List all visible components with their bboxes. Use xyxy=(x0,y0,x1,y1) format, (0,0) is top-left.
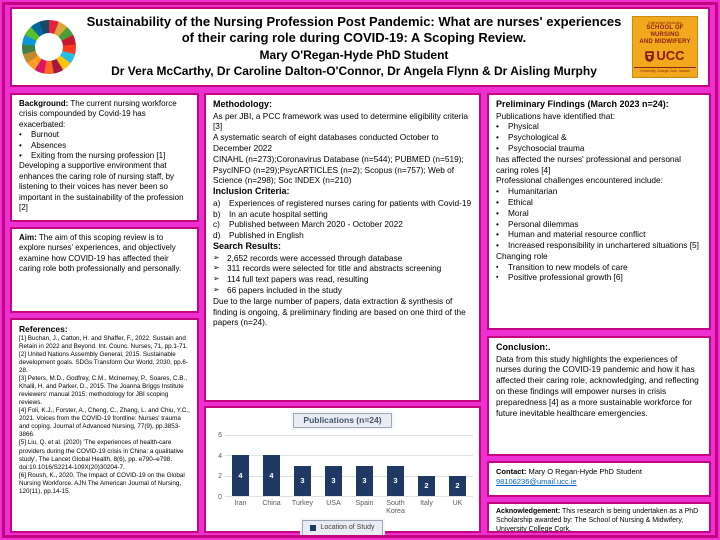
ucc-logo-footer: University College Cork, Ireland xyxy=(634,67,696,73)
list-item xyxy=(496,240,702,251)
contact-email-link[interactable]: 98106236@umail.ucc.ie xyxy=(496,476,577,486)
contact-section xyxy=(487,461,711,497)
bar-value-label: 3 xyxy=(331,475,336,485)
inclusion-item xyxy=(213,230,472,241)
list-item xyxy=(19,141,190,151)
publications-chart xyxy=(204,406,481,533)
bar-value-label: 4 xyxy=(269,470,274,480)
reference-item: [3] Peters, M.D., Godfrey, C.M., McInerney, P., Soares, C.B., Khalil, H. and Parker, D., 2015. The Joanna Briggs Institute reviewers' manual 2015: methodology for JBI scoping reviews. xyxy=(19,375,187,407)
conclusion-text: Data from this study highlights the experiences of nurses during the COVID-19 pandemic and how it has affected their caring role, acknowledging, and reflecting on these findings will empower nurses in crisis preparedness [4] as a more sustainable workforce for future inevitable healthcare emergencies. xyxy=(496,353,699,418)
findings-bullet: Psychological & xyxy=(508,132,567,143)
reference-item: [1] Buchan, J., Catton, H. and Shaffer, F., 2022. Sustain and Retain in 2022 and Beyond. Int. Counc. Nurses, 71, pp.1-71. xyxy=(19,334,188,350)
methodology-outro: Due to the large number of papers, data extraction & synthesis of finding is ongoing, & preliminary finding are based on one third of the papers (n=24). xyxy=(213,295,466,328)
chart-category-label: China xyxy=(262,500,281,508)
title-box xyxy=(10,7,710,87)
references-section xyxy=(10,318,199,533)
search-result-item xyxy=(213,274,472,285)
list-letter: d) xyxy=(213,230,221,241)
list-item xyxy=(496,121,702,132)
methodology-section xyxy=(204,93,481,402)
list-item xyxy=(19,130,190,140)
findings-sub3: Changing role xyxy=(496,250,548,261)
bullet-icon: • xyxy=(496,229,499,240)
findings-sub2: Professional challenges encountered include: xyxy=(496,175,663,186)
chart-category-label: USA xyxy=(326,500,341,508)
search-result-item xyxy=(213,285,472,296)
bullet-icon: • xyxy=(19,130,22,140)
bullet-icon: • xyxy=(496,218,499,229)
chart-legend xyxy=(302,520,382,535)
bar-value-label: 2 xyxy=(424,481,429,490)
list-item xyxy=(496,132,702,143)
bar-value-label: 2 xyxy=(455,481,460,490)
findings-intro: Publications have identified that: xyxy=(496,110,616,121)
background-heading: Background: xyxy=(19,99,69,108)
list-item xyxy=(496,208,702,219)
conclusion-heading: Conclusion:. xyxy=(496,342,551,352)
reference-item: [2] United Nations Assembly General, 2015. Sustainable development goals. SDGs Transform Our World, 2030, pp.6-28. xyxy=(19,350,188,375)
background-intro: The current nursing workforce crisis compounded by Covid-19 has exacerbated: xyxy=(19,99,177,129)
inclusion-text: Published between March 2020 - October 2022 xyxy=(229,219,403,230)
chart-title: Publications (n=24) xyxy=(293,413,391,428)
findings-bullet: Transition to new models of care xyxy=(508,261,628,272)
search-result-item xyxy=(213,253,472,264)
bar-value-label: 3 xyxy=(393,475,398,485)
chart-bar-cell xyxy=(380,435,411,496)
contact-name: Mary O Regan-Hyde PhD Student xyxy=(528,467,642,476)
background-bullet: Burnout xyxy=(31,130,60,140)
bar-value-label: 4 xyxy=(238,470,243,480)
methodology-para: A systematic search of eight databases conducted October to December 2022 xyxy=(213,132,439,154)
chart-bar-italy xyxy=(418,476,435,496)
inclusion-text: Published in English xyxy=(229,230,304,241)
ucc-shield-icon xyxy=(645,51,654,62)
search-result-text: 114 full text papers was read, resulting xyxy=(227,274,369,285)
methodology-para: CINAHL (n=273);Coronavirus Database (n=544); PUBMED (n=519); PsycINFO (n=29);PsycARTICLES (n=2); Scopus (n=757); Web of Science (n=298); Soc INDEX (n=210) xyxy=(213,153,464,186)
preliminary-findings-section xyxy=(487,93,711,330)
chart-bars xyxy=(225,435,473,496)
bullet-icon: • xyxy=(496,196,499,207)
chart-bar-cell xyxy=(318,435,349,496)
bar-value-label: 3 xyxy=(362,475,367,485)
findings-bullet: Human and material resource conflict xyxy=(508,229,646,240)
list-item xyxy=(496,197,702,208)
chart-bar-cell xyxy=(225,435,256,496)
list-item xyxy=(496,143,702,154)
poster-author: Mary O'Regan-Hyde PhD Student xyxy=(259,47,449,62)
inclusion-text: Experiences of registered nurses caring for patients with Covid-19 xyxy=(229,197,472,208)
ucc-logo-acronym: UCC xyxy=(656,47,685,63)
chart-bar-turkey xyxy=(294,466,311,497)
search-result-item xyxy=(213,263,472,274)
reference-item: [6] Roush, K., 2020. The Impact of COVID-19 on the Global Nursing Workforce. AJN The American Journal of Nursing, 120(11), pp.14-15. xyxy=(19,471,185,495)
ucc-logo-school-line2: AND MIDWIFERY xyxy=(639,39,691,46)
y-tick-label: 4 xyxy=(218,452,222,460)
reference-item: [4] Foli, K.J., Forster, A., Cheng, C., Zhang, L. and Chiu, Y.C., 2021. Voices from the COVID-19 frontline: Nurses' trauma and coping. Journal of Advanced Nursing, 77(9), pp.3853-3866. xyxy=(19,407,190,439)
findings-bullet: Increased responsibility in unchartered situations [5] xyxy=(508,240,699,251)
findings-bullet: Physical xyxy=(508,121,539,132)
bullet-icon: • xyxy=(496,121,499,132)
background-bullet: Absences xyxy=(31,140,67,150)
poster-title: Sustainability of the Nursing Profession Post Pandemic: What are nurses' experiences of their caring role during COVID-19: A Scoping Review. xyxy=(86,14,622,46)
findings-heading: Preliminary Findings (March 2023 n=24): xyxy=(496,99,669,109)
contact-heading: Contact: xyxy=(496,467,527,476)
search-result-text: 66 papers included in the study xyxy=(227,285,342,295)
list-item xyxy=(496,229,702,240)
list-item xyxy=(496,262,702,273)
chart-bar-south-korea xyxy=(387,466,404,497)
background-section xyxy=(10,93,199,222)
chart-bar-cell xyxy=(256,435,287,496)
bullet-icon: • xyxy=(19,140,22,150)
methodology-heading: Methodology: xyxy=(213,99,272,109)
inclusion-text: In an acute hospital setting xyxy=(229,208,328,219)
search-results-heading: Search Results: xyxy=(213,240,282,251)
y-tick-label: 2 xyxy=(218,473,222,481)
bullet-icon: • xyxy=(496,132,499,143)
ucc-logo-name: Catherine McAuley xyxy=(648,19,682,25)
bar-value-label: 3 xyxy=(300,475,305,485)
arrow-bullet-icon: ➢ xyxy=(213,263,220,273)
legend-swatch-icon xyxy=(310,525,316,531)
list-item xyxy=(19,151,190,161)
legend-label: Location of Study xyxy=(320,524,375,532)
title-block xyxy=(84,14,624,80)
chart-bar-cell xyxy=(442,435,473,496)
arrow-bullet-icon: ➢ xyxy=(213,274,220,284)
chart-bar-uk xyxy=(449,476,466,496)
findings-bullet: Psychosocial trauma xyxy=(508,143,585,154)
chart-bar-china xyxy=(263,455,280,496)
inclusion-item xyxy=(213,198,472,209)
reference-item: [5] Liu, Q. et al. (2020) 'The experiences of health-care providers during the COVID-19 crisis in China: a qualitative study', The Lancet Global Health, 8(6), pp. e790–e798. doi:10.1016/S2214-109X(20)30204-7. xyxy=(19,439,184,471)
poster-supervisors: Dr Vera McCarthy, Dr Caroline Dalton-O'Connor, Dr Angela Flynn & Dr Aisling Murphy xyxy=(111,64,597,79)
chart-bar-iran xyxy=(232,455,249,496)
list-letter: b) xyxy=(213,208,221,219)
search-result-text: 2,652 records were accessed through database xyxy=(227,252,403,263)
findings-bullet: Moral xyxy=(508,207,529,218)
findings-mid: has affected the nurses' professional and personal caring roles [4] xyxy=(496,153,682,175)
list-item xyxy=(496,186,702,197)
chart-bar-cell xyxy=(287,435,318,496)
inclusion-item xyxy=(213,209,472,220)
background-outro: Developing a supportive environment that enhances the caring role of nursing staff, by listening to their voices has never been so important in the sustainability of the profession [2] xyxy=(19,161,184,212)
list-item xyxy=(496,272,702,283)
arrow-bullet-icon: ➢ xyxy=(213,285,220,294)
sdg-wheel-logo xyxy=(22,20,76,74)
acknowledgement-heading: Acknowledgement: xyxy=(496,508,561,515)
y-tick-label: 6 xyxy=(218,432,222,440)
chart-bar-spain xyxy=(356,466,373,497)
chart-category-label: Spain xyxy=(355,500,374,508)
bullet-icon: • xyxy=(496,186,499,197)
background-bullet: Exiting from the nursing profession [1] xyxy=(31,150,166,160)
bullet-icon: • xyxy=(496,143,499,154)
chart-category-label: UK xyxy=(452,500,463,508)
findings-bullet: Personal dilemmas xyxy=(508,218,579,229)
list-letter: c) xyxy=(213,219,220,230)
aim-section xyxy=(10,227,199,313)
bullet-icon: • xyxy=(496,207,499,218)
chart-category-label: South Korea xyxy=(386,500,405,515)
chart-bar-cell xyxy=(349,435,380,496)
aim-text: The aim of this scoping review is to explore nurses' experiences, and objectively examine how COVID-19 has affected their caring role both professionally and personally. xyxy=(19,233,182,274)
findings-bullet: Ethical xyxy=(508,196,533,207)
y-tick-label: 0 xyxy=(218,494,222,502)
arrow-bullet-icon: ➢ xyxy=(213,252,220,262)
inclusion-item xyxy=(213,219,472,230)
bullet-icon: • xyxy=(19,150,22,160)
chart-category-label: Turkey xyxy=(291,500,314,508)
chart-y-axis xyxy=(212,432,225,502)
references-heading: References: xyxy=(19,324,68,334)
ucc-logo-school-line1: SCHOOL OF NURSING xyxy=(646,25,684,39)
inclusion-heading: Inclusion Criteria: xyxy=(213,186,290,197)
chart-category-label: Italy xyxy=(420,500,433,508)
findings-bullet: Humanitarian xyxy=(508,186,558,197)
bullet-icon: • xyxy=(496,240,499,251)
square-bullet-icon: ▪ xyxy=(496,263,499,271)
acknowledgement-section xyxy=(487,502,711,533)
acknowledgement-text: This research is being undertaken as a PhD Scholarship awarded by: The School of Nursing & Midwifery, University College Cork. xyxy=(496,508,699,533)
conclusion-section xyxy=(487,336,711,456)
square-bullet-icon: ▪ xyxy=(496,274,499,282)
aim-heading: Aim: xyxy=(19,233,37,242)
gridline xyxy=(225,496,473,497)
search-result-text: 311 records were selected for title and abstracts screening xyxy=(227,263,442,274)
list-item xyxy=(496,219,702,230)
chart-category-label: Iran xyxy=(234,500,247,508)
list-letter: a) xyxy=(213,197,221,208)
methodology-para: As per JBI, a PCC framework was used to determine eligibility criteria [3] xyxy=(213,110,468,132)
chart-plot xyxy=(225,435,473,497)
chart-body xyxy=(212,432,473,502)
ucc-logo xyxy=(632,16,698,78)
findings-bullet: Positive professional growth [6] xyxy=(508,272,623,283)
chart-bar-cell xyxy=(411,435,442,496)
chart-x-labels xyxy=(225,497,473,515)
chart-bar-usa xyxy=(325,466,342,497)
